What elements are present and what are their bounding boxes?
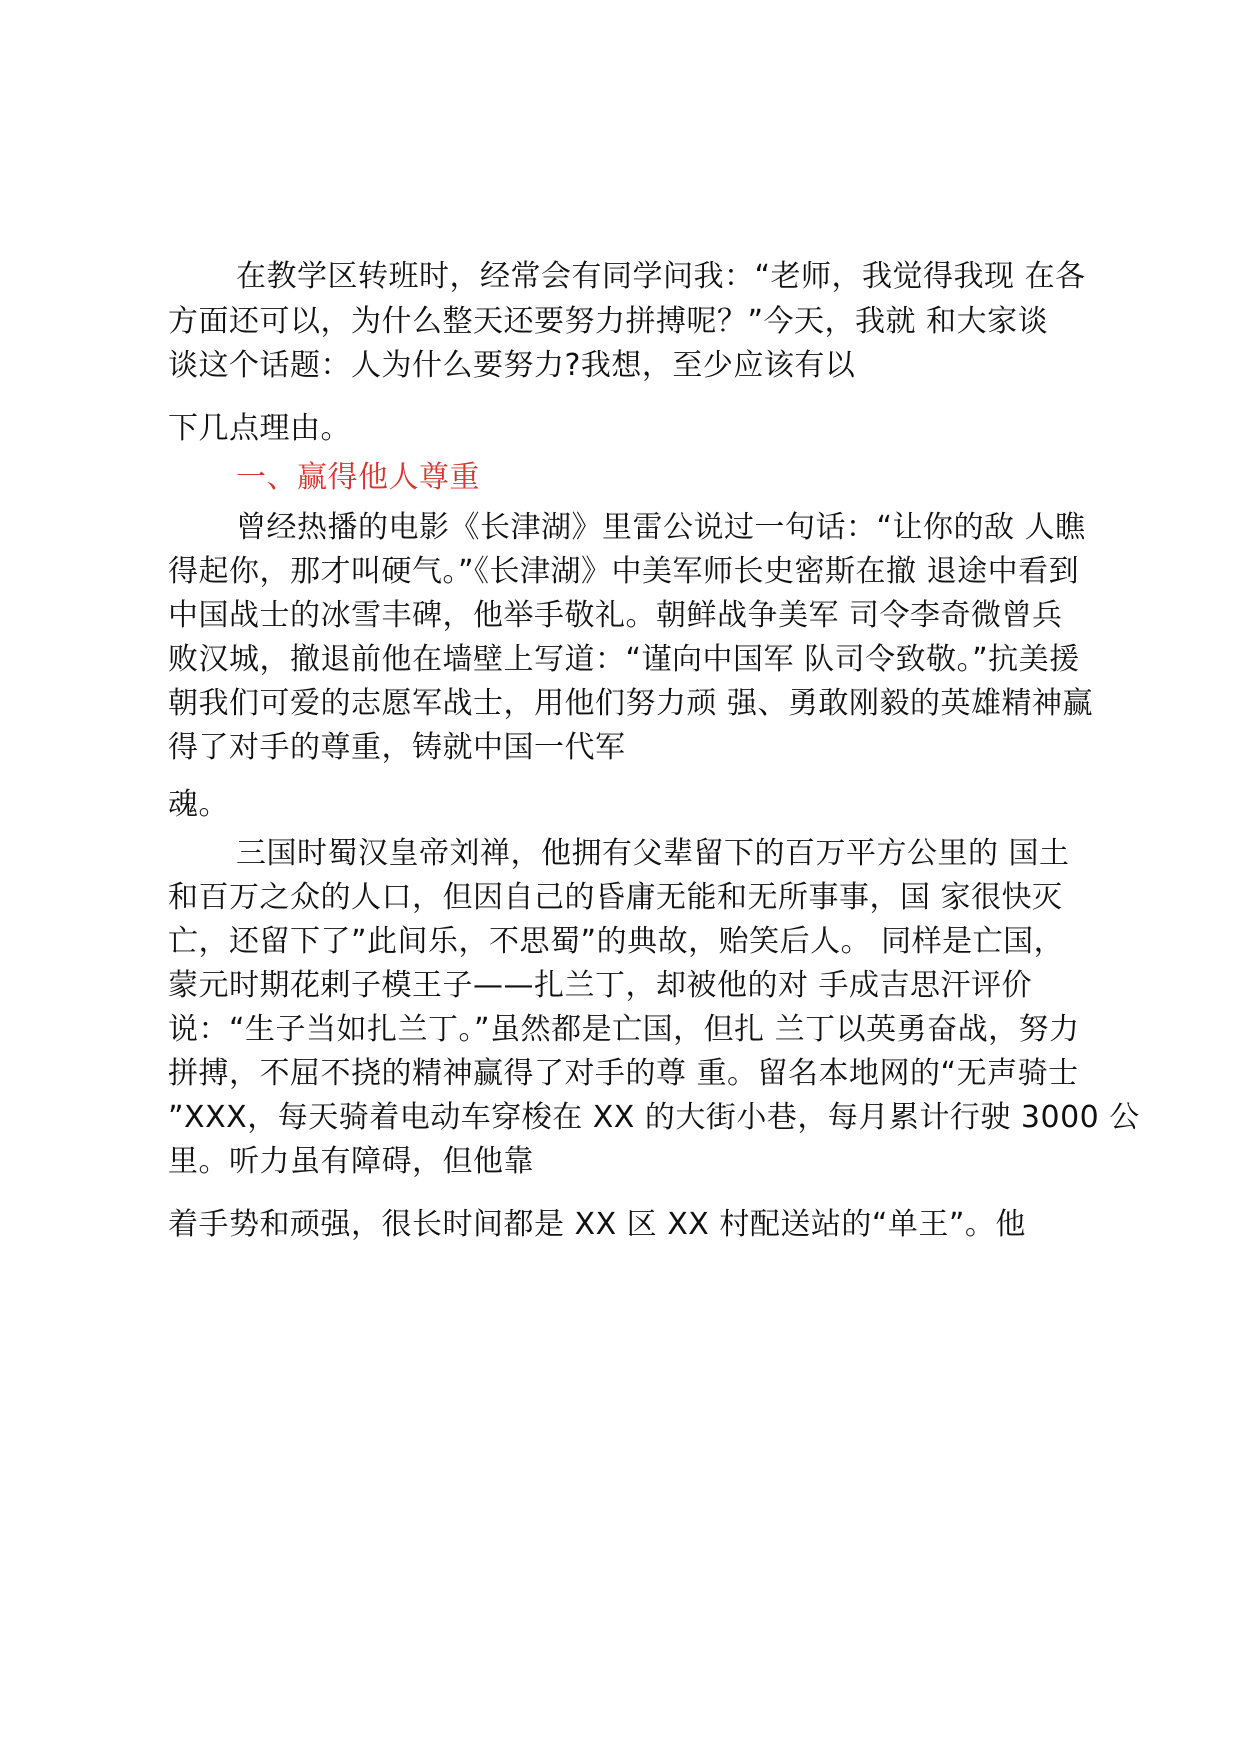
paragraph-1-line-2: 方面还可以，为什么整天还要努力拼搏呢？”今天，我就 和大家谈: [168, 304, 1049, 339]
paragraph-3-line-6: 拼搏，不屈不挠的精神赢得了对手的尊 重。留名本地网的“无声骑士: [168, 1056, 1079, 1091]
paragraph-3-line-8: 里。听力虽有障碍，但他靠: [168, 1144, 534, 1179]
paragraph-1-line-4: 下几点理由。: [168, 411, 351, 446]
paragraph-3-line-9: 着手势和顽强，很长时间都是 XX 区 XX 村配送站的“单王”。他: [168, 1207, 1026, 1242]
paragraph-2-line-2: 得起你，那才叫硬气。”《长津湖》中美军师长史密斯在撤 退途中看到: [168, 554, 1080, 589]
paragraph-3-line-7: ”XXX，每天骑着电动车穿梭在 XX 的大街小巷，每月累计行驶 3000 公: [168, 1100, 1140, 1135]
paragraph-3-line-5: 说：“生子当如扎兰丁。”虽然都是亡国，但扎 兰丁以英勇奋战，努力: [168, 1012, 1080, 1047]
paragraph-3-line-2: 和百万之众的人口，但因自己的昏庸无能和无所事事，国 家很快灭: [168, 880, 1063, 915]
paragraph-3-line-1: 三国时蜀汉皇帝刘禅，他拥有父辈留下的百万平方公里的 国土: [236, 836, 1070, 871]
paragraph-1-line-3: 谈这个话题：人为什么要努力?我想，至少应该有以: [168, 348, 856, 383]
paragraph-2-line-4: 败汉城，撤退前他在墙壁上写道：“谨向中国军 队司令致敬。”抗美援: [168, 642, 1080, 677]
section-heading: 一、赢得他人尊重: [236, 460, 480, 495]
paragraph-2-line-1: 曾经热播的电影《长津湖》里雷公说过一句话：“让你的敌 人瞧: [236, 510, 1086, 545]
paragraph-3-line-4: 蒙元时期花剌子模王子——扎兰丁，却被他的对 手成吉思汗评价: [168, 968, 1033, 1003]
paragraph-1-line-1: 在教学区转班时，经常会有同学问我：“老师，我觉得我现 在各: [236, 259, 1086, 294]
paragraph-2-line-7: 魂。: [168, 787, 229, 822]
paragraph-2-line-5: 朝我们可爱的志愿军战士，用他们努力顽 强、勇敢刚毅的英雄精神赢: [168, 686, 1094, 721]
paragraph-2-line-3: 中国战士的冰雪丰碑，他举手敬礼。朝鲜战争美军 司令李奇微曾兵: [168, 598, 1063, 633]
paragraph-2-line-6: 得了对手的尊重，铸就中国一代军: [168, 730, 626, 765]
paragraph-3-line-3: 亡，还留下了”此间乐，不思蜀”的典故，贻笑后人。 同样是亡国，: [168, 924, 1065, 959]
